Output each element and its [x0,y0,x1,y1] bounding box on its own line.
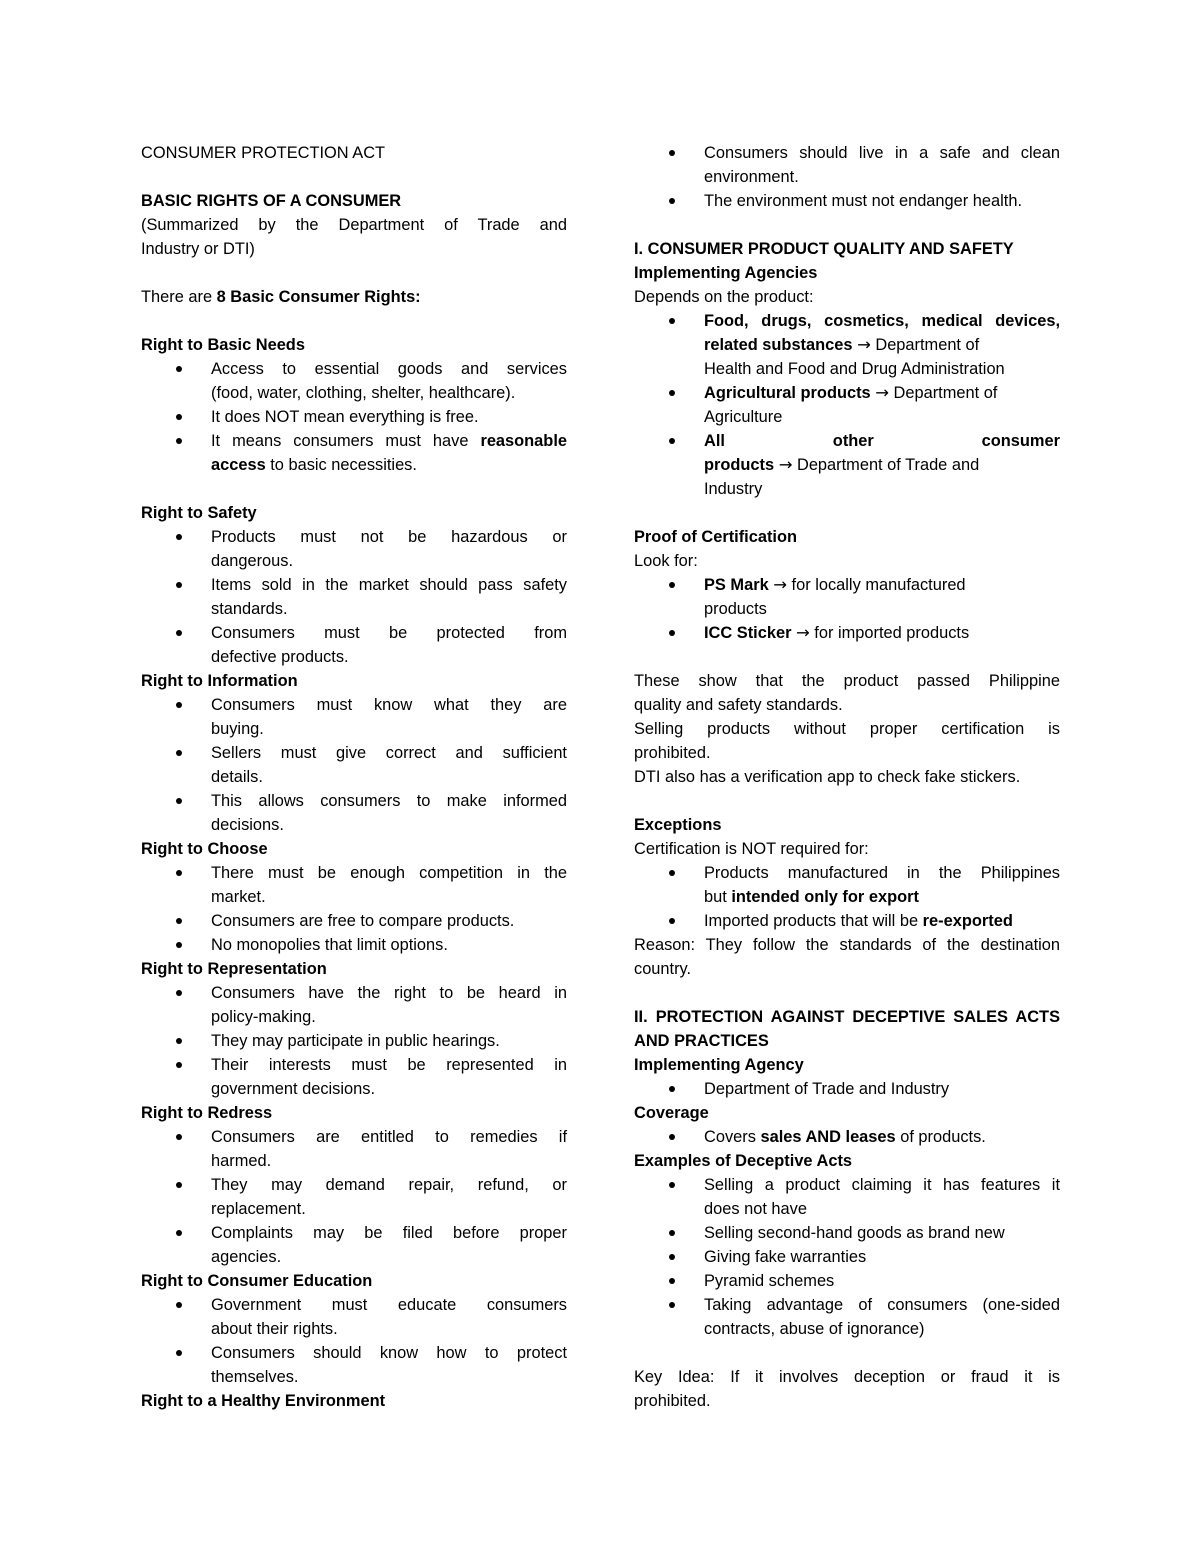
paragraph-text: Reason: They follow the standards of the destination [634,936,1060,954]
list-item-text: Covers [704,1128,761,1146]
list-item-continuation: Health and Food and Drug Administration [704,360,1005,378]
list-item-continuation: themselves. [211,1368,299,1386]
intro-text [141,285,567,309]
list-item-continuation [634,333,1060,357]
list-item: Selling second-hand goods as brand new [634,1221,1060,1245]
right-heading-environment: Right to a Healthy Environment [141,1392,386,1410]
list-item-continuation: decisions. [211,816,284,834]
arrow-right-icon: → [857,335,871,354]
list-item: Consumers should know how to protect [141,1341,567,1365]
list-item [634,909,1060,933]
subheading-coverage: Coverage [634,1104,709,1122]
list-item-continuation: harmed. [211,1152,272,1170]
list-item: Government must educate consumers [141,1293,567,1317]
list-item: Their interests must be represented in [141,1053,567,1077]
subheading-exceptions: Exceptions [634,816,722,834]
list-item: Consumers must be protected from [141,621,567,645]
paragraph-text: Depends on the product: [634,288,814,306]
list-item: Food, drugs, cosmetics, medical devices, [634,309,1060,333]
key-idea-text: prohibited. [634,1392,711,1410]
list-item-continuation: contracts, abuse of ignorance) [704,1320,925,1338]
subheading-implementing-agency: Implementing Agency [634,1056,804,1074]
list-item-bold: re-exported [922,912,1013,930]
list-item-continuation: (food, water, clothing, shelter, healthcare). [211,384,516,402]
subheading-examples: Examples of Deceptive Acts [634,1152,853,1170]
arrow-right-icon: → [796,623,810,642]
list-item [141,429,567,453]
list-item-bold: Agricultural products [704,384,871,402]
list-item: Selling a product claiming it has features it [634,1173,1060,1197]
list-item-bold: reasonable [480,432,567,450]
list-item-continuation: replacement. [211,1200,306,1218]
list-item-continuation: standards. [211,600,288,618]
list-item-text: Department of [870,336,980,354]
list-item: Consumers must know what they are [141,693,567,717]
list-item [634,1125,1060,1149]
paragraph-text: quality and safety standards. [634,696,843,714]
list-item-text: It means consumers must have [211,432,481,450]
paragraph-text: These show that the product passed Philippine [634,672,1060,690]
section-subtitle: BASIC RIGHTS OF A CONSUMER [141,192,402,210]
list-item-continuation: defective products. [211,648,349,666]
paragraph-text: Selling products without proper certification is [634,720,1060,738]
list-item-continuation: products [704,600,767,618]
list-item-bold: PS Mark [704,576,769,594]
list-item-text: Imported products that will be [704,912,923,930]
list-item-continuation [634,453,1060,477]
list-item: Giving fake warranties [634,1245,1060,1269]
list-item-bold: products [704,456,775,474]
list-item-continuation [141,453,567,477]
list-item-text: but [704,888,732,906]
list-item: Items sold in the market should pass safety [141,573,567,597]
section-heading-deceptive-sales: II. PROTECTION AGAINST DECEPTIVE SALES ACTS [634,1008,1060,1026]
paragraph-text: DTI also has a verification app to check fake stickers. [634,768,1021,786]
paragraph-text: Look for: [634,552,698,570]
list-item [634,573,1060,597]
list-item-continuation: Industry [704,480,763,498]
list-item: Consumers have the right to be heard in [141,981,567,1005]
list-item-continuation: agencies. [211,1248,282,1266]
paragraph-text: country. [634,960,692,978]
summary-line: (Summarized by the Department of Trade and [141,216,567,234]
list-item: They may participate in public hearings. [141,1029,567,1053]
right-heading-education: Right to Consumer Education [141,1272,373,1290]
list-item-text: to basic necessities. [265,456,417,474]
list-item: Consumers are free to compare products. [141,909,567,933]
list-item-bold: access [211,456,266,474]
left-column [141,141,567,1413]
list-item-bold: sales AND leases [760,1128,896,1146]
list-item: Complaints may be filed before proper [141,1221,567,1245]
list-item [634,621,1060,645]
list-item: Department of Trade and Industry [634,1077,1060,1101]
subheading-proof-of-certification: Proof of Certification [634,528,797,546]
list-item-bold: intended only for export [731,888,919,906]
section-heading-deceptive-sales: AND PRACTICES [634,1032,769,1050]
list-item: Products must not be hazardous or [141,525,567,549]
list-item: There must be enough competition in the [141,861,567,885]
arrow-right-icon: → [778,455,793,474]
arrow-right-icon: → [773,575,787,594]
list-item: Access to essential goods and services [141,357,567,381]
list-item [634,381,1060,405]
list-item: It does NOT mean everything is free. [141,405,567,429]
list-item-continuation: details. [211,768,263,786]
list-item: No monopolies that limit options. [141,933,567,957]
list-item-continuation: policy-making. [211,1008,316,1026]
list-item-continuation: environment. [704,168,799,186]
list-item: They may demand repair, refund, or [141,1173,567,1197]
right-heading-representation: Right to Representation [141,960,327,978]
paragraph-text: prohibited. [634,744,711,762]
list-item-text: for locally manufactured [786,576,966,594]
list-item-bold: ICC Sticker [704,624,792,642]
list-item: Products manufactured in the Philippines [634,861,1060,885]
list-item: Taking advantage of consumers (one-sided [634,1293,1060,1317]
summary-line: Industry or DTI) [141,240,255,258]
right-heading-redress: Right to Redress [141,1104,273,1122]
list-item: Consumers are entitled to remedies if [141,1125,567,1149]
list-item-continuation: market. [211,888,266,906]
section-heading-quality-safety: I. CONSUMER PRODUCT QUALITY AND SAFETY [634,240,1014,258]
intro-prefix: There are [141,288,217,306]
subheading-implementing-agencies: Implementing Agencies [634,264,818,282]
list-item-continuation: about their rights. [211,1320,338,1338]
key-idea-text: Key Idea: If it involves deception or fraud it is [634,1368,1060,1386]
right-column [634,141,1060,1413]
list-item-text: Department of [888,384,998,402]
list-item: Pyramid schemes [634,1269,1060,1293]
list-item-continuation: Agriculture [704,408,783,426]
list-item: This allows consumers to make informed [141,789,567,813]
list-item-text: Department of Trade and [792,456,980,474]
list-item: Sellers must give correct and sufficient [141,741,567,765]
list-item: All other consumer [634,429,1060,453]
list-item-continuation: does not have [704,1200,807,1218]
list-item: The environment must not endanger health. [634,189,1060,213]
list-item-text: for imported products [809,624,970,642]
right-heading-choose: Right to Choose [141,840,268,858]
list-item-text: of products. [895,1128,986,1146]
document-title: CONSUMER PROTECTION ACT [141,144,386,162]
list-item-continuation [634,885,1060,909]
right-heading-basic-needs: Right to Basic Needs [141,336,305,354]
intro-bold: 8 Basic Consumer Rights: [216,288,421,306]
arrow-right-icon: → [875,383,889,402]
right-heading-information: Right to Information [141,672,298,690]
list-item-continuation: buying. [211,720,264,738]
list-item-continuation: dangerous. [211,552,294,570]
paragraph-text: Certification is NOT required for: [634,840,869,858]
list-item: Consumers should live in a safe and clean [634,141,1060,165]
list-item-bold: related substances [704,336,853,354]
right-heading-safety: Right to Safety [141,504,257,522]
list-item-continuation: government decisions. [211,1080,375,1098]
